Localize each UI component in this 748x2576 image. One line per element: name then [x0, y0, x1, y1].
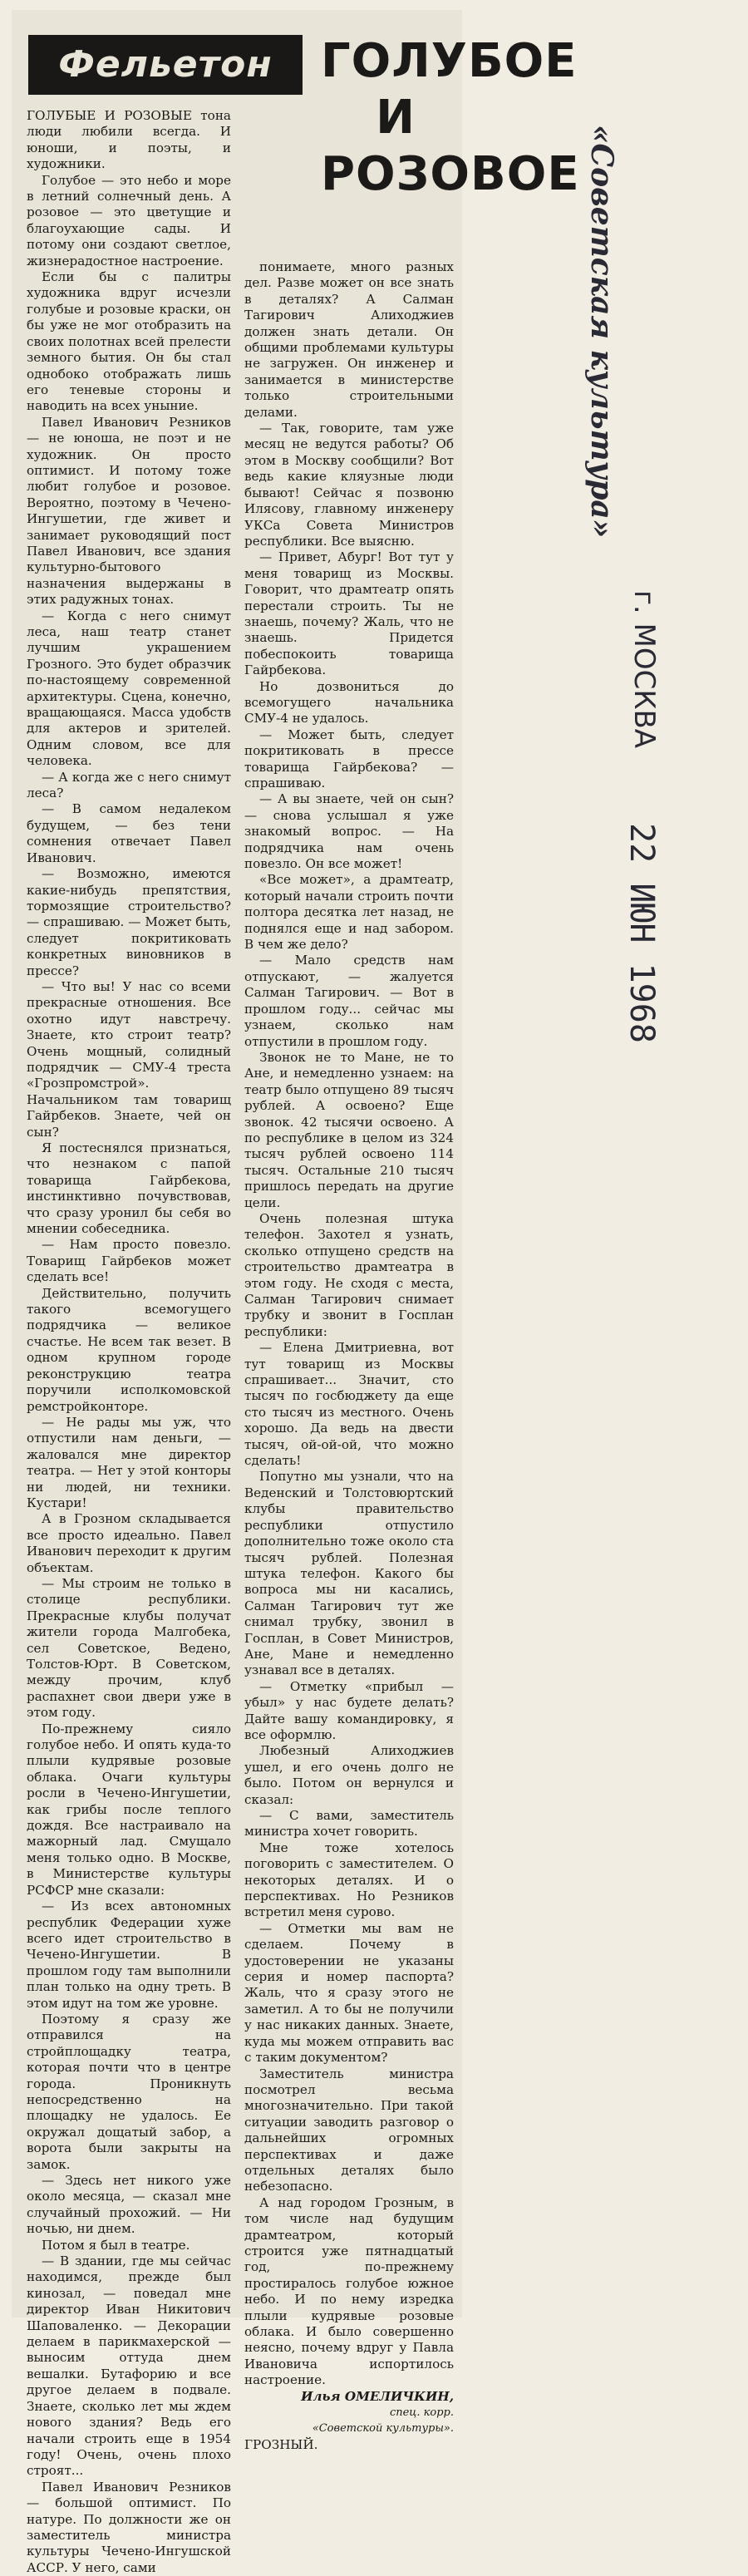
stamp-city: г. МОСКВА — [627, 590, 661, 749]
article-paragraph: — Привет, Абург! Вот тут у меня товарищ из Москвы. Говорит, что драмтеатр опять перестали строить. Ты не знаешь, почему? Жаль, что не знаешь. Придется побеспокоить товарища Гайрбекова. — [244, 549, 454, 678]
article-paragraph: — Здесь нет никого уже около месяца, — сказал мне случайный прохожий. — Ни ночью, ни днем. — [27, 2173, 231, 2237]
section-kicker: Фельетон — [28, 35, 303, 95]
article-paragraph: А над городом Грозным, в том числе над будущим драмтеатром, который строится уже пятнадцатый год, по-прежнему простиралось голубое южное небо. И по нему изредка плыли кудрявые розовые облака. И было совершенно неясно, почему вдруг у Павла Ивановича испортилось настроение. — [244, 2194, 454, 2388]
article-paragraph: — Может быть, следует покритиковать в прессе товарища Гайрбекова? — спрашиваю. — [244, 727, 454, 791]
article-paragraph: Павел Иванович Резников — не юноша, не поэт и не художник. Он просто оптимист. И потому тоже любит голубое и розовое. Вероятно, поэтому в Чечено-Ингушетии, где живет и занимает руководящий пост Павел Иванович, все здания культурно-бытового назначения выдержаны в этих радужных тонах. — [27, 414, 231, 608]
article-paragraph: Если бы с палитры художника вдруг исчезли голубые и розовые краски, он бы уже не мог отобразить на своих полотнах всей прелести земного бытия. Он бы стал однобоко отображать лишь его теневые стороны и наводить на всех уныние. — [27, 269, 231, 414]
article-paragraph: По-прежнему сияло голубое небо. И опять куда-то плыли кудрявые розовые облака. Очаги культуры росли в Чечено-Ингушетии, как грибы после теплого дождя. Все настраивало на мажорный лад. Смущало меня только одно. В Москве, в Министерстве культуры РСФСР мне сказали: — [27, 1721, 231, 1898]
article-paragraph: — Из всех автономных республик Федерации хуже всего идет строительство в Чечено-Ингушетии. В прошлом году там выполнили план только на одну треть. В этом идут на том же уровне. — [27, 1899, 231, 2011]
article-paragraph: — Отметки мы вам не сделаем. Почему в удостоверении не указаны серия и номер паспорта? Жаль, что я сразу этого не заметил. А то бы не получили у нас никаких данных. Знаете, куда мы можем отправить вас с таким документом? — [244, 1920, 454, 2066]
article-paragraph: Любезный Алиходжиев ушел, и его очень долго не было. Потом он вернулся и сказал: — [244, 1743, 454, 1807]
article-paragraph: — Возможно, имеются какие-нибудь препятствия, тормозящие строительство? — спрашиваю. — Может быть, следует покритиковать конкретных виновников в прессе? — [27, 866, 231, 978]
article-paragraph: понимаете, много разных дел. Разве может он все знать в деталях? А Салман Тагирович Алиходжиев должен знать детали. Он общими проблемами культуры не загружен. Он инженер и занимается в министерстве только строительными делами. — [244, 259, 454, 420]
article-paragraph: — Елена Дмитриевна, вот тут товарищ из Москвы спрашивает... Значит, сто тысяч по госбюджету да еще сто тысяч из местного. Очень хорошо. Да ведь на двести тысяч, ой-ой-ой, что можно сделать! — [244, 1340, 454, 1469]
article-headline: ГОЛУБОЕ И РОЗОВОЕ — [321, 34, 580, 201]
article-paragraph: — С вами, заместитель министра хочет говорить. — [244, 1808, 454, 1840]
newspaper-clipping — [12, 10, 580, 2575]
article-paragraph: Павел Иванович Резников — большой оптимист. По натуре. По должности же он заместитель министра культуры Чечено-Ингушской АССР. У него, сами — [27, 2479, 231, 2575]
stamp-date: 22 ИЮН 1968 — [623, 823, 661, 1043]
article-right-column — [244, 259, 454, 2453]
article-paragraph: — А вы знаете, чей он сын? — снова услышал я уже знакомый вопрос. — На подрядчика нам очень повезло. Он все может! — [244, 791, 454, 872]
stamp-publication: «Советская культура» — [584, 125, 619, 539]
article-paragraph: — Что вы! У нас со всеми прекрасные отношения. Все охотно идут навстречу. Знаете, кто строит театр? Очень мощный, солидный подрядчик — СМУ-4 треста «Грозпромстрой». Начальником там товарищ Гайрбеков. Знаете, чей он сын? — [27, 978, 231, 1140]
article-paragraph: Голубое — это небо и море в летний солнечный день. А розовое — это цветущие и благоухающие сады. И потому они создают светлое, жизнерадостное настроение. — [27, 172, 231, 268]
article-paragraph: — Мало средств нам отпускают, — жалуется Салман Тагирович. — Вот в прошлом году... сейчас мы узнаем, сколько нам отпустили в прошлом году. — [244, 953, 454, 1049]
article-paragraph: — В самом недалеком будущем, — без тени сомнения отвечает Павел Иванович. — [27, 801, 231, 865]
article-paragraph: Заместитель министра посмотрел весьма многозначительно. При такой ситуации заводить разговор о дальнейших огромных перспективах и даже отдельных деталях было небезопасно. — [244, 2066, 454, 2194]
article-paragraph: — В здании, где мы сейчас находимся, прежде был кинозал, — поведал мне директор Иван Никитович Шаповаленко. — Декорации делаем в парикмахерской — выносим оттуда днем вешалки. Бутафорию и все другое делаем в подвале. Знаете, сколько лет мы ждем нового здания? Ведь его начали строить еще в 1954 году! Очень, очень плохо строят... — [27, 2253, 231, 2479]
article-paragraph: — Нам просто повезло. Товарищ Гайрбеков может сделать все! — [27, 1237, 231, 1285]
article-paragraph: ГОЛУБЫЕ И РОЗОВЫЕ тона люди любили всегда. И юноши, и поэты, и художники. — [27, 108, 231, 172]
article-paragraph: Я постеснялся признаться, что незнаком с папой товарища Гайрбекова, инстинктивно почувствовав, что сразу уронил бы себя во мнении собеседника. — [27, 1140, 231, 1237]
signature-city: ГРОЗНЫЙ. — [244, 2436, 318, 2452]
archive-stamp — [561, 125, 661, 1043]
article-left-column — [27, 108, 231, 2576]
signature-role: «Советской культуры». — [312, 2422, 454, 2436]
signature-role: спец. корр. — [389, 2406, 454, 2420]
article-paragraph: — Когда с него снимут леса, наш театр станет лучшим украшением Грозного. Это будет образчик по-настоящему современной архитектуры. Сцена, конечно, вращающаяся. Масса удобств для актеров и зрителей. Одним словом, все для человека. — [27, 608, 231, 769]
article-paragraph: Действительно, получить такого всемогущего подрядчика — великое счастье. Не всем так везет. В одном крупном городе реконструкцию театра поручили исполкомовской ремстройконторе. — [27, 1285, 231, 1414]
signature-name: Илья ОМЕЛИЧКИН, — [301, 2388, 454, 2404]
article-paragraph: — А когда же с него снимут леса? — [27, 769, 231, 801]
article-paragraph: А в Грозном складывается все просто идеально. Павел Иванович переходит к другим объектам. — [27, 1511, 231, 1575]
article-paragraph: Звонок не то Мане, не то Ане, и немедленно узнаем: на театр было отпущено 89 тысяч рублей. А освоено? Еще звонок. 42 тысячи освоено. А по республике в целом из 324 тысяч рублей освоено 114 тысяч. Остальные 210 тысяч пришлось передать на другие цели. — [244, 1049, 454, 1210]
article-paragraph: — Так, говорите, там уже месяц не ведутся работы? Об этом в Москву сообщили? Вот ведь какие кляузные люди бывают! Сейчас я позвоню Илясову, главному инженеру УКСа Совета Министров республики. Все выясню. — [244, 421, 454, 549]
article-paragraph: Мне тоже хотелось поговорить с заместителем. О некоторых деталях. И о перспективах. Но Резников встретил меня сурово. — [244, 1840, 454, 1920]
article-paragraph: Потом я был в театре. — [42, 2237, 190, 2253]
article-paragraph: Поэтому я сразу же отправился на стройплощадку театра, которая почти что в центре города. Проникнуть непосредственно на площадку не удалось. Ее окружал дощатый забор, а ворота были закрыты на замок. — [27, 2011, 231, 2172]
article-paragraph: Попутно мы узнали, что на Веденский и Толстовюртский клубы правительство республики отпустило дополнительно тоже около ста тысяч рублей. Полезная штука телефон. Какого бы вопроса мы ни касались, Салман Тагирович тут же снимал трубку, звонил в Госплан, в Совет Министров, Ане, Мане и немедленно узнавал все в деталях. — [244, 1469, 454, 1678]
article-paragraph: Но дозвониться до всемогущего начальника СМУ-4 не удалось. — [244, 678, 454, 727]
article-paragraph: — Отметку «прибыл — убыл» у нас будете делать? Дайте вашу командировку, я все оформлю. — [244, 1678, 454, 1742]
article-paragraph: Очень полезная штука телефон. Захотел я узнать, сколько отпущено средств на строительство драмтеатра в этом году. Не сходя с места, Салман Тагирович снимает трубку и звонит в Госплан республики: — [244, 1210, 454, 1339]
article-paragraph: — Не рады мы уж, что отпустили нам деньги, — жаловался мне директор театра. — Нет у этой конторы ни людей, ни техники. Кустари! — [27, 1414, 231, 1510]
article-paragraph: «Все может», а драмтеатр, который начали строить почти полтора десятка лет назад, не поднялся еще и над забором. В чем же дело? — [244, 872, 454, 953]
article-paragraph: — Мы строим не только в столице республики. Прекрасные клубы получат жители города Малгобека, сел Советское, Ведено, Толстов-Юрт. В Советском, между прочим, клуб распахнет свои двери уже в этом году. — [27, 1575, 231, 1721]
